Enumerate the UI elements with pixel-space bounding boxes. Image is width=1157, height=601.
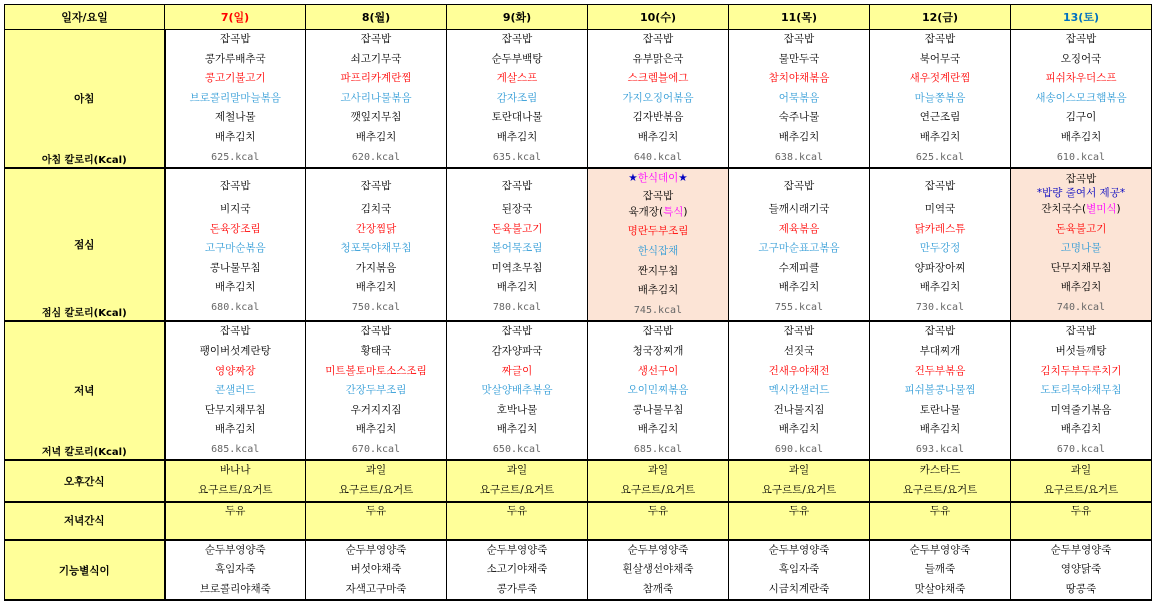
lunch-menu-item: 단무지채무침 (1050, 261, 1112, 274)
dinner-menu-item: 버섯들깨탕 (1055, 344, 1107, 357)
dinner-menu-item: 잡곡밥 (642, 325, 674, 338)
breakfast-menu-item: 배추김치 (214, 130, 256, 143)
lunch-menu-item: 배추김치 (1060, 281, 1102, 294)
evening-snack-item: 두유 (788, 504, 810, 517)
dinner-menu-item: 맛살양배추볶음 (481, 384, 553, 397)
dinner-menu-item: 건두부볶음 (914, 364, 966, 377)
dinner-menu-item: 잡곡밥 (924, 325, 956, 338)
breakfast-calorie-value: 638.kcal (774, 151, 824, 163)
special-diet-item: 순두부영양죽 (627, 543, 689, 556)
evening-snack-cell (447, 502, 588, 540)
dinner-calorie-value: 690.kcal (774, 443, 824, 455)
lunch-calorie-value: 730.kcal (915, 301, 965, 313)
special-diet-item: 순두부영양죽 (1050, 543, 1112, 556)
lunch-menu-item: 고구마순볶음 (204, 242, 266, 255)
lunch-calorie-value: 750.kcal (351, 301, 401, 313)
soup-name: 잔치국수 (1041, 202, 1082, 215)
special-diet-item: 자색고구마죽 (345, 582, 407, 595)
afternoon-snack-item: 요구르트/요거트 (338, 484, 414, 497)
breakfast-menu-item: 배추김치 (1060, 130, 1102, 143)
special-diet-item: 흑임자죽 (778, 563, 820, 576)
dinner-menu-item: 콩나물무침 (632, 403, 684, 416)
breakfast-menu-item: 깻잎지무침 (350, 111, 402, 124)
breakfast-menu-item: 잡곡밥 (783, 33, 815, 45)
lunch-cell (870, 168, 1011, 321)
dinner-menu-item: 간장두부조림 (345, 384, 407, 397)
dinner-cell (1011, 321, 1152, 460)
day-header: 13(토) (1011, 5, 1152, 30)
dinner-row (5, 321, 1152, 460)
paren: ( (1081, 202, 1087, 215)
breakfast-menu-item: 감자조림 (496, 91, 538, 104)
lunch-menu-item (588, 203, 728, 223)
special-diet-row (5, 540, 1152, 601)
special-diet-cell (729, 540, 870, 601)
special-diet-item: 순두부영양죽 (909, 543, 971, 556)
day-header: 7(일) (165, 5, 306, 30)
lunch-row (5, 168, 1152, 321)
lunch-cell (165, 168, 306, 321)
lunch-label-cell (5, 168, 165, 321)
dinner-calorie-value: 670.kcal (351, 443, 401, 455)
afternoon-snack-cell (588, 460, 729, 501)
dinner-calorie-value: 693.kcal (915, 443, 965, 455)
afternoon-snack-cell (306, 460, 447, 501)
dinner-label-cell (5, 321, 165, 460)
lunch-calorie-value: 740.kcal (1056, 301, 1106, 313)
lunch-menu-item: 잡곡밥 (642, 189, 674, 202)
dinner-calorie-value: 650.kcal (492, 443, 542, 455)
dinner-menu-item: 배추김치 (214, 423, 256, 436)
dinner-menu-item: 오이민찌볶음 (627, 384, 689, 397)
dinner-menu-item: 피쉬볼콩나물찜 (904, 384, 976, 397)
dinner-menu-item: 우거지지짐 (350, 403, 402, 416)
lunch-menu-item: 배추김치 (778, 281, 820, 294)
weekly-menu-table (4, 4, 1152, 601)
lunch-menu-item: 돈육불고기 (491, 222, 543, 235)
dinner-menu-item: 호박나물 (496, 403, 538, 416)
special-diet-item: 흑임자죽 (214, 563, 256, 576)
afternoon-snack-item: 과일 (788, 464, 810, 477)
header-row (5, 5, 1152, 30)
dinner-cell (588, 321, 729, 460)
lunch-menu-item: 미역초무침 (491, 261, 543, 274)
special-diet-item: 시금치계란죽 (768, 582, 830, 595)
breakfast-cell (1011, 30, 1152, 169)
special-diet-item: 순두부영양죽 (345, 543, 407, 556)
breakfast-menu-item: 잡곡밥 (220, 33, 251, 45)
lunch-menu-item: 돈육장조림 (209, 222, 261, 235)
dinner-menu-item: 콘샐러드 (214, 384, 256, 397)
breakfast-cell (447, 30, 588, 169)
breakfast-calorie-value: 635.kcal (492, 151, 542, 163)
lunch-cell (447, 168, 588, 321)
dinner-menu-item: 부대찌개 (919, 344, 961, 357)
dinner-menu-item: 배추김치 (637, 423, 679, 436)
evening-snack-label: 저녁간식 (5, 502, 165, 540)
special-diet-cell (1011, 540, 1152, 601)
korean-day-label (588, 169, 728, 189)
dinner-menu-item: 배추김치 (355, 423, 397, 436)
lunch-menu-item: 잡곡밥 (924, 179, 956, 192)
dinner-menu-item: 토란나물 (919, 403, 961, 416)
paren: ) (1116, 202, 1121, 215)
lunch-menu-item: 양파장아찌 (914, 261, 966, 274)
lunch-menu-item: 고명나물 (1060, 242, 1102, 255)
lunch-menu-item: 수제피클 (778, 261, 820, 274)
dinner-menu-item: 잡곡밥 (1065, 325, 1097, 338)
dinner-menu-item: 황태국 (360, 344, 392, 357)
lunch-calorie-value: 780.kcal (492, 301, 542, 313)
breakfast-menu-item: 어묵볶음 (778, 91, 820, 104)
dinner-cell (306, 321, 447, 460)
dinner-menu-item: 선짓국 (783, 344, 815, 357)
evening-snack-cell (588, 502, 729, 540)
breakfast-menu-item: 새우젓계란찜 (909, 72, 971, 85)
dinner-menu-item: 잡곡밥 (783, 325, 815, 338)
evening-snack-row (5, 502, 1152, 540)
dinner-menu-item: 배추김치 (778, 423, 820, 436)
dinner-menu-item: 생선구이 (637, 364, 679, 377)
dinner-cal-label: 저녁 칼로리(Kcal) (41, 447, 127, 459)
paren: ( (658, 205, 664, 218)
dinner-menu-item: 미역줄기볶음 (1050, 403, 1112, 416)
special-tag: 특식 (663, 205, 684, 218)
dinner-menu-item: 단무지채무침 (204, 403, 266, 416)
breakfast-menu-item: 마늘쫑볶음 (914, 91, 966, 104)
special-diet-label: 기능별식이 (5, 540, 165, 601)
breakfast-calorie-value: 620.kcal (351, 151, 401, 163)
afternoon-snack-item: 바나나 (220, 464, 251, 477)
lunch-menu-item: 잡곡밥 (1065, 172, 1097, 185)
dinner-cell (165, 321, 306, 460)
dinner-menu-item: 건나물지짐 (773, 403, 825, 416)
lunch-menu-item: 배추김치 (214, 281, 256, 294)
dinner-menu-item: 배추김치 (919, 423, 961, 436)
evening-snack-item: 두유 (1070, 504, 1092, 517)
evening-snack-cell (165, 502, 306, 540)
dinner-cell (729, 321, 870, 460)
afternoon-snack-item: 과일 (365, 464, 387, 477)
special-diet-item: 순두부영양죽 (204, 543, 266, 556)
paren: ) (683, 205, 688, 218)
dinner-menu-item: 잡곡밥 (360, 325, 392, 338)
lunch-menu-item: 고구마순표고볶음 (758, 242, 840, 255)
breakfast-menu-item: 배추김치 (919, 130, 961, 143)
special-diet-cell (870, 540, 1011, 601)
day-header: 9(화) (447, 5, 588, 30)
breakfast-label: 아침 (74, 93, 95, 106)
breakfast-cal-label: 아침 칼로리(Kcal) (41, 155, 127, 167)
breakfast-calorie-value: 640.kcal (633, 151, 683, 163)
breakfast-menu-item: 유부맑은국 (632, 52, 684, 65)
breakfast-menu-item: 게살스프 (496, 72, 538, 85)
evening-snack-item: 두유 (225, 504, 246, 517)
afternoon-snack-item: 요구르트/요거트 (1043, 484, 1119, 497)
evening-snack-item: 두유 (506, 504, 528, 517)
lunch-menu-item: 닭카레스튜 (914, 222, 966, 235)
evening-snack-cell (306, 502, 447, 540)
breakfast-menu-item: 잡곡밥 (360, 33, 392, 45)
breakfast-menu-item: 쇠고기무국 (350, 52, 402, 65)
dinner-menu-item: 김치두부두루치기 (1040, 364, 1122, 377)
breakfast-menu-item: 고사리나물볶음 (340, 91, 412, 104)
special-diet-item: 콩가루죽 (496, 582, 538, 595)
afternoon-snack-item: 요구르트/요거트 (620, 484, 696, 497)
breakfast-menu-item: 잡곡밥 (924, 33, 956, 45)
lunch-menu-item: 짠지무침 (637, 264, 679, 277)
evening-snack-item: 두유 (929, 504, 951, 517)
lunch-menu-item: 들깨시래기국 (768, 202, 830, 215)
afternoon-snack-item: 과일 (1070, 464, 1092, 477)
dinner-menu-item: 배추김치 (1060, 423, 1102, 436)
special-diet-cell (306, 540, 447, 601)
lunch-menu-item (1011, 200, 1151, 220)
breakfast-menu-item: 배추김치 (637, 130, 679, 143)
breakfast-menu-item: 순두부백탕 (491, 52, 543, 65)
star-icon: ★ (678, 172, 688, 185)
afternoon-snack-item: 요구르트/요거트 (902, 484, 978, 497)
breakfast-calorie-value: 610.kcal (1056, 151, 1106, 163)
evening-snack-item: 두유 (365, 504, 387, 517)
breakfast-menu-item: 연근조림 (919, 111, 961, 124)
soup-name: 육개장 (628, 205, 659, 218)
lunch-cell (1011, 168, 1152, 321)
lunch-label: 점심 (74, 239, 95, 252)
dinner-cell (870, 321, 1011, 460)
lunch-menu-item: 잡곡밥 (501, 179, 533, 192)
lunch-menu-item: 잡곡밥 (220, 179, 251, 192)
lunch-menu-item: 돈육불고기 (1055, 222, 1107, 235)
breakfast-label-cell (5, 30, 165, 169)
lunch-cell (729, 168, 870, 321)
evening-snack-cell (870, 502, 1011, 540)
breakfast-menu-item: 숙주나물 (778, 111, 820, 124)
lunch-menu-item: 청포묵야채무침 (340, 242, 412, 255)
afternoon-snack-cell (1011, 460, 1152, 501)
dinner-menu-item: 잡곡밥 (501, 325, 533, 338)
dinner-menu-item: 팽이버섯계란탕 (199, 344, 271, 357)
evening-snack-cell (729, 502, 870, 540)
special-diet-cell (165, 540, 306, 601)
afternoon-snack-item: 과일 (647, 464, 669, 477)
breakfast-cell (306, 30, 447, 169)
breakfast-menu-item: 가지오징어볶음 (622, 91, 694, 104)
lunch-menu-item: 배추김치 (355, 281, 397, 294)
breakfast-menu-item: 김자반볶음 (632, 111, 684, 124)
lunch-menu-item: 제육볶음 (778, 222, 820, 235)
lunch-menu-item: 된장국 (501, 202, 533, 215)
afternoon-snack-row (5, 460, 1152, 501)
special-diet-item: 브로콜리야채죽 (199, 582, 271, 595)
afternoon-snack-cell (870, 460, 1011, 501)
breakfast-row (5, 30, 1152, 169)
breakfast-menu-item: 토란대나물 (491, 111, 543, 124)
breakfast-cell (870, 30, 1011, 169)
breakfast-cell (729, 30, 870, 169)
dinner-menu-item: 잡곡밥 (220, 325, 251, 338)
dinner-calorie-value: 685.kcal (211, 443, 260, 455)
breakfast-menu-item: 잡곡밥 (501, 33, 533, 45)
lunch-calorie-value: 745.kcal (633, 304, 683, 316)
breakfast-cell (588, 30, 729, 169)
special-tag: 별미식 (1086, 202, 1117, 215)
dinner-menu-item: 미트볼토마토소스조림 (325, 364, 427, 377)
special-diet-cell (588, 540, 729, 601)
breakfast-menu-item: 제철나물 (214, 111, 256, 124)
breakfast-menu-item: 물만두국 (778, 52, 820, 65)
breakfast-menu-item: 콩고기불고기 (204, 72, 266, 85)
afternoon-snack-item: 요구르트/요거트 (761, 484, 837, 497)
day-header: 10(수) (588, 5, 729, 30)
breakfast-menu-item: 잡곡밥 (1065, 33, 1097, 45)
lunch-cell (306, 168, 447, 321)
special-diet-item: 순두부영양죽 (768, 543, 830, 556)
afternoon-snack-cell (729, 460, 870, 501)
reduced-rice-note: *밥량 줄여서 제공* (1036, 186, 1126, 199)
lunch-menu-item: 만두강정 (919, 242, 961, 255)
special-diet-item: 들깨죽 (924, 563, 956, 576)
special-diet-item: 흰살생선야채죽 (622, 563, 694, 576)
lunch-menu-item: 콩나물무침 (209, 261, 261, 274)
lunch-menu-item: 가지볶음 (355, 261, 397, 274)
breakfast-menu-item: 배추김치 (496, 130, 538, 143)
special-diet-item: 참깨죽 (642, 582, 674, 595)
lunch-menu-item: 한식잡채 (637, 244, 679, 257)
dinner-label: 저녁 (74, 385, 95, 398)
lunch-menu-item: 잡곡밥 (783, 179, 815, 192)
breakfast-menu-item: 새송이스모크햄볶음 (1035, 91, 1127, 104)
afternoon-snack-cell (447, 460, 588, 501)
day-header: 11(목) (729, 5, 870, 30)
breakfast-menu-item: 배추김치 (778, 130, 820, 143)
lunch-menu-item: 잡곡밥 (360, 179, 392, 192)
lunch-menu-item: 간장찜닭 (355, 222, 397, 235)
evening-snack-item: 두유 (647, 504, 669, 517)
breakfast-menu-item: 스크렘블에그 (627, 72, 689, 85)
breakfast-menu-item: 배추김치 (355, 130, 397, 143)
breakfast-menu-item: 북어무국 (919, 52, 961, 65)
afternoon-snack-cell (165, 460, 306, 501)
breakfast-menu-item: 오징어국 (1060, 52, 1102, 65)
afternoon-snack-item: 요구르트/요거트 (479, 484, 555, 497)
breakfast-menu-item: 브로콜리말마늘볶음 (189, 91, 281, 104)
breakfast-menu-item: 파프리카계란찜 (340, 72, 412, 85)
lunch-menu-item: 배추김치 (496, 281, 538, 294)
lunch-cal-label: 점심 칼로리(Kcal) (41, 308, 127, 320)
lunch-menu-item: 미역국 (924, 202, 956, 215)
special-diet-item: 버섯야채죽 (350, 563, 402, 576)
day-header: 12(금) (870, 5, 1011, 30)
day-header: 8(월) (306, 5, 447, 30)
evening-snack-cell (1011, 502, 1152, 540)
korean-day-text: 한식데이 (637, 172, 679, 185)
breakfast-cell (165, 30, 306, 169)
dinner-menu-item: 건새우야채전 (768, 364, 830, 377)
breakfast-calorie-value: 625.kcal (211, 151, 260, 163)
breakfast-calorie-value: 625.kcal (915, 151, 965, 163)
special-diet-item: 맛살야채죽 (914, 582, 966, 595)
dinner-menu-item: 영양짜장 (214, 364, 256, 377)
special-diet-item: 소고기야채죽 (486, 563, 548, 576)
dinner-menu-item: 짜글이 (501, 364, 533, 377)
breakfast-menu-item: 참치야채볶음 (768, 72, 830, 85)
lunch-menu-item: 김치국 (360, 202, 392, 215)
dinner-calorie-value: 670.kcal (1056, 443, 1106, 455)
afternoon-snack-item: 과일 (506, 464, 528, 477)
dinner-cell (447, 321, 588, 460)
lunch-menu-item: 볼어묵조림 (491, 242, 543, 255)
breakfast-menu-item: 잡곡밥 (642, 33, 674, 45)
breakfast-menu-item: 피쉬차우더스프 (1045, 72, 1117, 85)
special-diet-item: 땅콩죽 (1065, 582, 1097, 595)
special-diet-item: 순두부영양죽 (486, 543, 548, 556)
dinner-menu-item: 배추김치 (496, 423, 538, 436)
afternoon-snack-item: 카스타드 (919, 464, 961, 477)
special-diet-item: 영양닭죽 (1060, 563, 1102, 576)
date-header: 일자/요일 (5, 5, 165, 30)
lunch-menu-item: 비지국 (220, 202, 251, 215)
dinner-calorie-value: 685.kcal (633, 443, 683, 455)
lunch-calorie-value: 680.kcal (211, 301, 260, 313)
dinner-menu-item: 감자양파국 (491, 344, 543, 357)
lunch-menu-item: 배추김치 (637, 284, 679, 297)
star-icon: ★ (628, 172, 638, 185)
lunch-calorie-value: 755.kcal (774, 301, 824, 313)
afternoon-snack-item: 요구르트/요거트 (197, 484, 273, 497)
lunch-cell (588, 168, 729, 321)
special-diet-cell (447, 540, 588, 601)
dinner-menu-item: 도토리묵야채무침 (1040, 384, 1122, 397)
lunch-menu-item: 배추김치 (919, 281, 961, 294)
lunch-menu-item: 명란두부조림 (627, 225, 689, 238)
afternoon-snack-label: 오후간식 (5, 460, 165, 501)
dinner-menu-item: 청국장찌개 (632, 344, 684, 357)
breakfast-menu-item: 콩가루배추국 (204, 52, 266, 65)
breakfast-menu-item: 김구이 (1065, 111, 1097, 124)
dinner-menu-item: 멕시칸샐러드 (768, 384, 830, 397)
